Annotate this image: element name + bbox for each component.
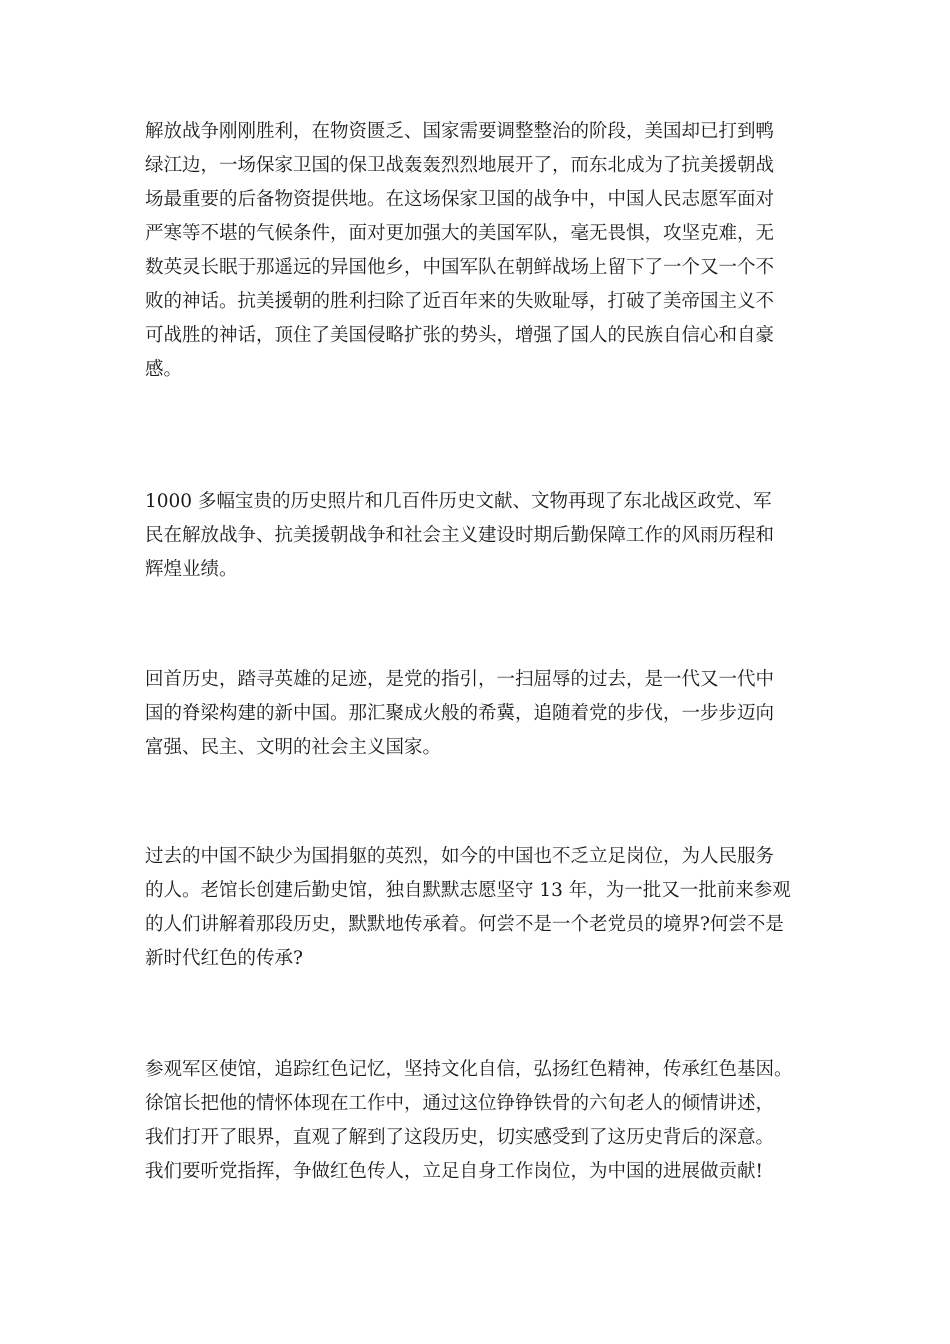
- paragraph-3: [145, 663, 825, 765]
- paragraph-4: [145, 840, 825, 976]
- paragraph-line: 数英灵长眠于那遥远的异国他乡，中国军队在朝鲜战场上留下了一个又一个不: [145, 257, 775, 278]
- paragraph-line: 辉煌业绩。: [145, 559, 238, 580]
- paragraph-line: 严寒等不堪的气候条件，面对更加强大的美国军队，毫无畏惧，攻坚克难，无: [145, 223, 775, 244]
- paragraph-5: [145, 1053, 825, 1189]
- paragraph-line: 感。: [145, 359, 183, 380]
- paragraph-line: 的人们讲解着那段历史，默默地传承着。何尝不是一个老党员的境界?何尝不是: [145, 914, 784, 935]
- paragraph-1: [145, 115, 825, 387]
- paragraph-line: 参观军区使馆，追踪红色记忆，坚持文化自信，弘扬红色精神，传承红色基因。: [145, 1059, 793, 1080]
- paragraph-line: 徐馆长把他的情怀体现在工作中，通过这位铮铮铁骨的六旬老人的倾情讲述，: [145, 1093, 775, 1114]
- paragraph-line: 回首历史，踏寻英雄的足迹，是党的指引，一扫屈辱的过去，是一代又一代中: [145, 669, 775, 690]
- paragraph-line: 场最重要的后备物资提供地。在这场保家卫国的战争中，中国人民志愿军面对: [145, 189, 775, 210]
- paragraph-line: 1000 多幅宝贵的历史照片和几百件历史文献、文物再现了东北战区政党、军: [145, 491, 772, 512]
- paragraph-line: 富强、民主、文明的社会主义国家。: [145, 737, 442, 758]
- paragraph-line: 过去的中国不缺少为国捐躯的英烈，如今的中国也不乏立足岗位，为人民服务: [145, 846, 775, 867]
- paragraph-line: 国的脊梁构建的新中国。那汇聚成火般的希冀，追随着党的步伐，一步步迈向: [145, 703, 775, 724]
- paragraph-line: 败的神话。抗美援朝的胜利扫除了近百年来的失败耻辱，打破了美帝国主义不: [145, 291, 775, 312]
- paragraph-line: 民在解放战争、抗美援朝战争和社会主义建设时期后勤保障工作的风雨历程和: [145, 525, 775, 546]
- paragraph-line: 的人。老馆长创建后勤史馆，独自默默志愿坚守 13 年，为一批又一批前来参观: [145, 880, 791, 901]
- paragraph-line: 解放战争刚刚胜利，在物资匮乏、国家需要调整整治的阶段，美国却已打到鸭: [145, 121, 775, 142]
- paragraph-line: 新时代红色的传承?: [145, 948, 303, 969]
- paragraph-line: 绿江边，一场保家卫国的保卫战轰轰烈烈地展开了，而东北成为了抗美援朝战: [145, 155, 775, 176]
- paragraph-line: 我们打开了眼界，直观了解到了这段历史，切实感受到了这历史背后的深意。: [145, 1127, 775, 1148]
- paragraph-2: [145, 485, 825, 587]
- paragraph-line: 我们要听党指挥，争做红色传人，立足自身工作岗位，为中国的进展做贡献!: [145, 1161, 763, 1182]
- paragraph-line: 可战胜的神话，顶住了美国侵略扩张的势头，增强了国人的民族自信心和自豪: [145, 325, 775, 346]
